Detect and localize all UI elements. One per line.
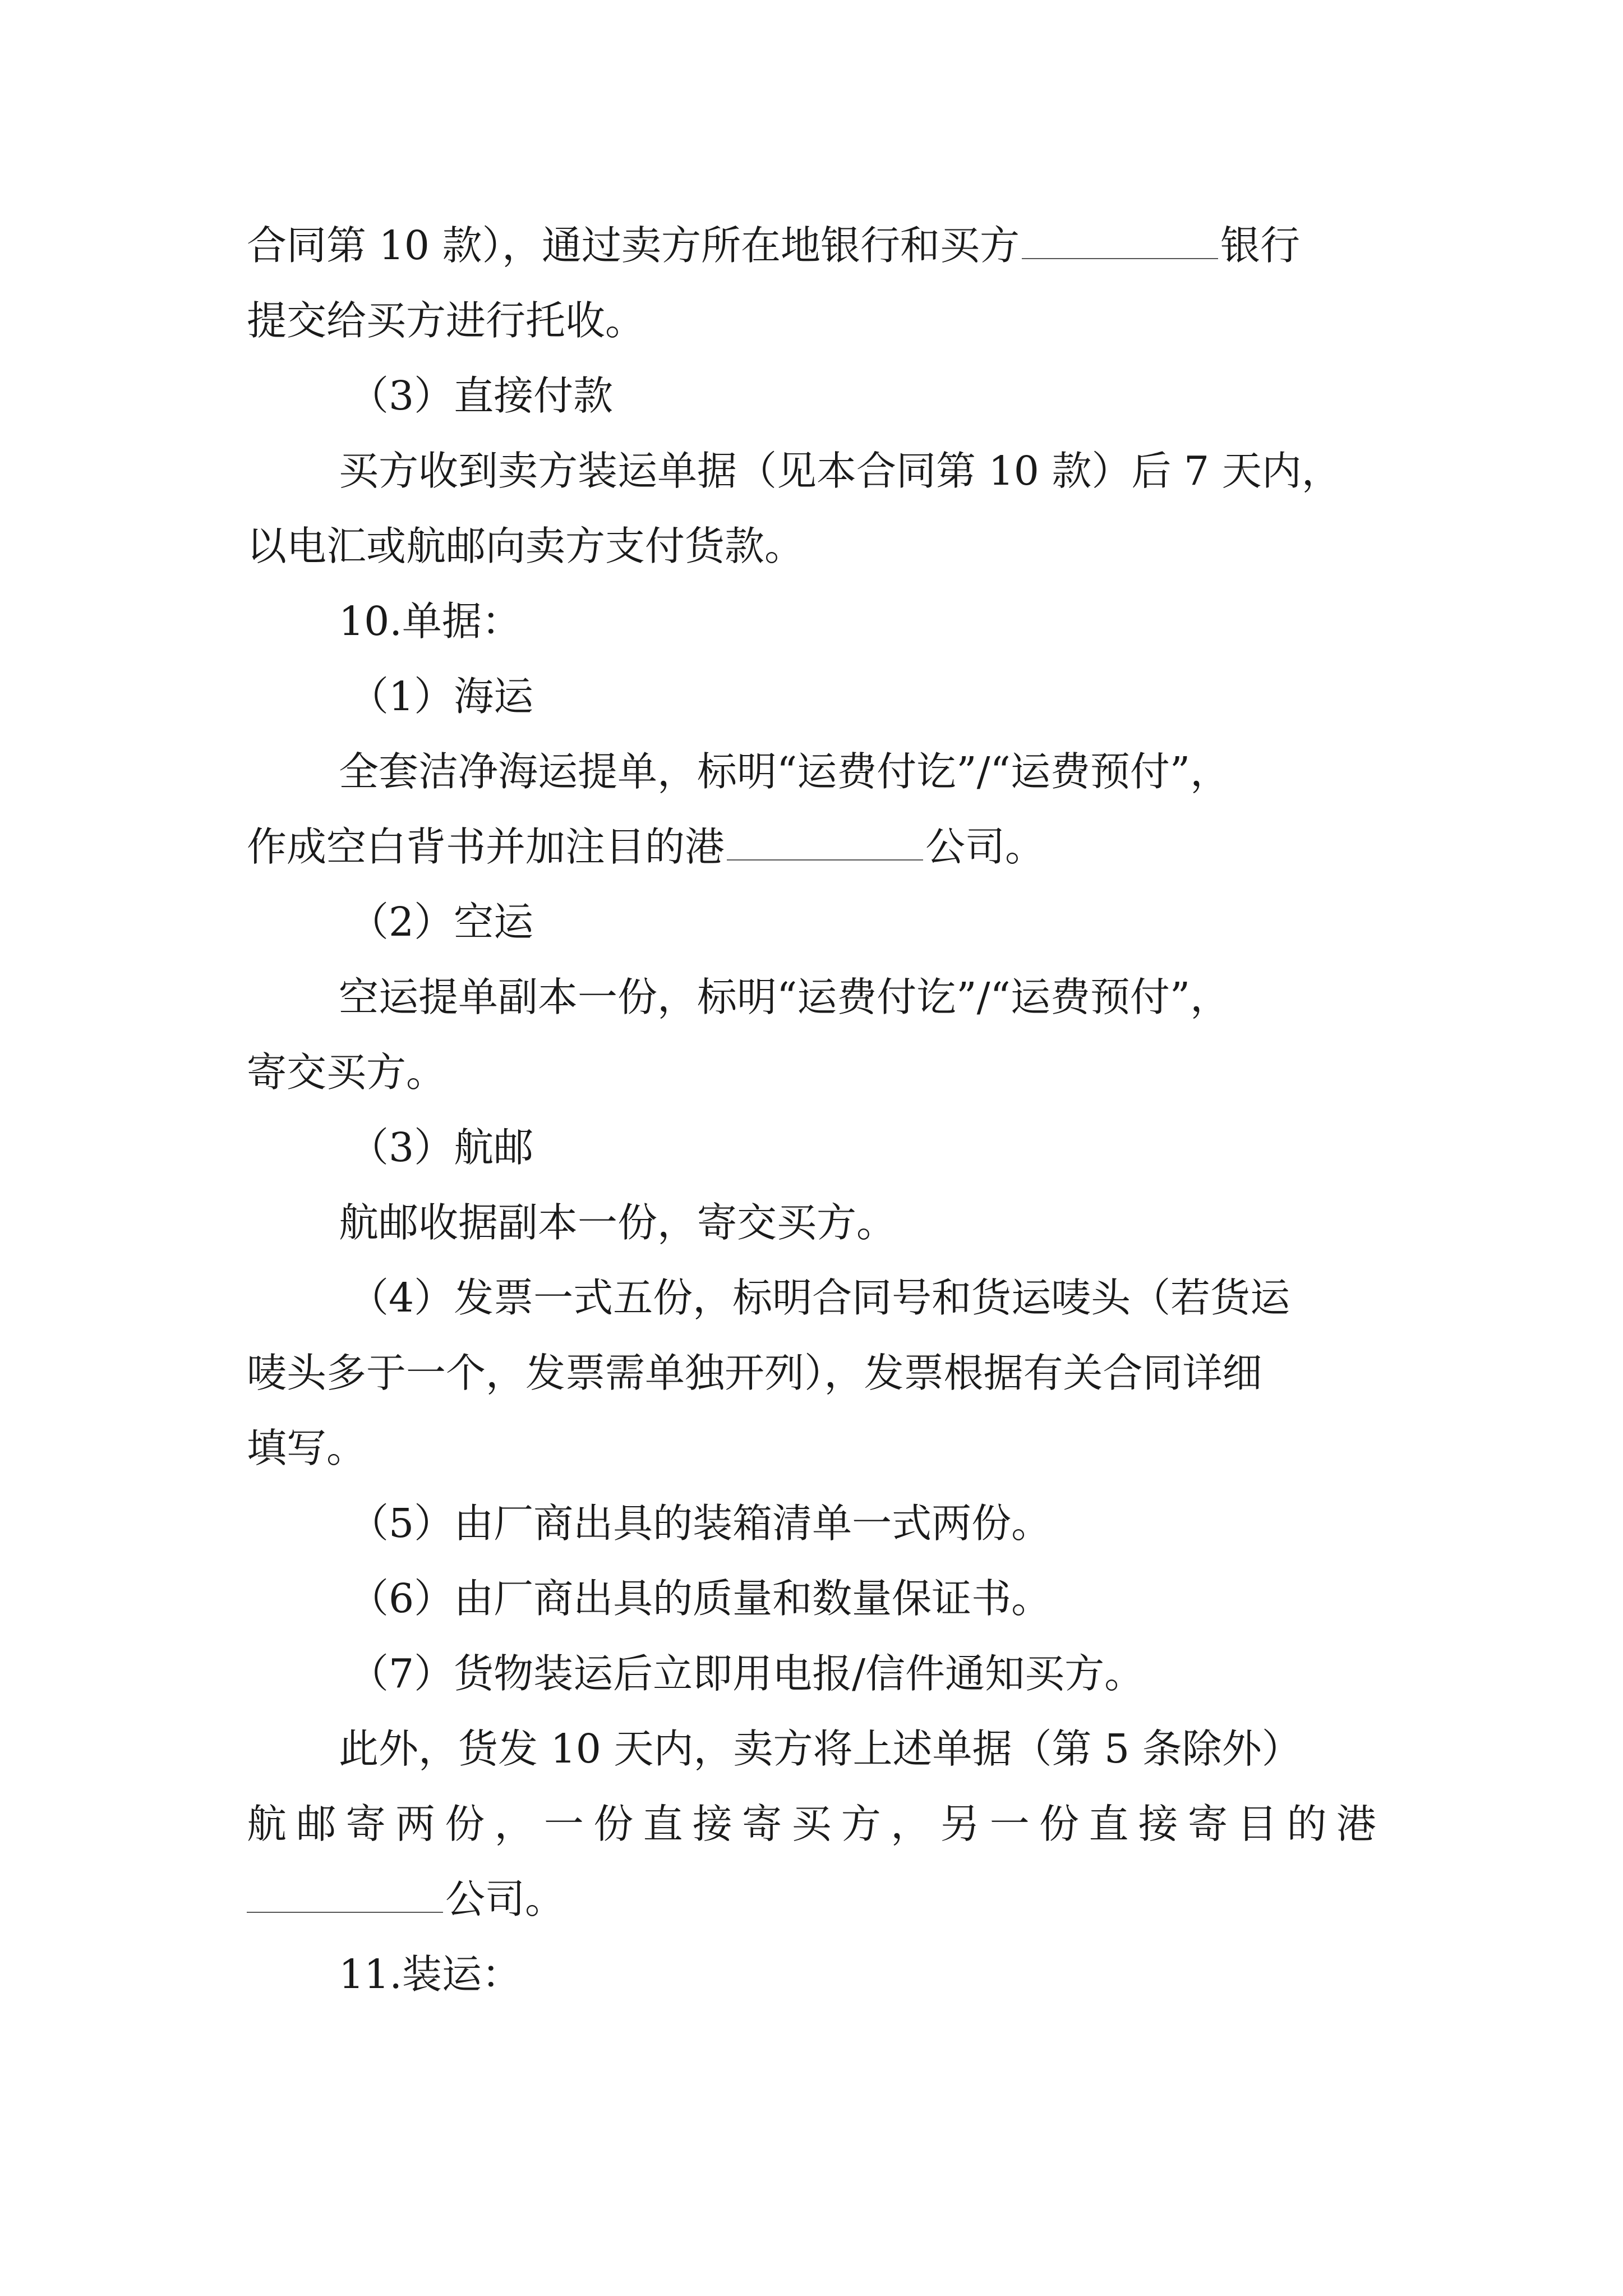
char: 买 <box>791 1801 832 1847</box>
paragraph-line <box>247 1871 565 1927</box>
paragraph-line: 此外，货发 10 天内，卖方将上述单据（第 5 条除外） <box>339 1726 1302 1772</box>
char: 寄 <box>345 1801 386 1847</box>
char: 方 <box>841 1801 881 1847</box>
char: 的 <box>1287 1801 1327 1847</box>
char: 接 <box>692 1801 732 1847</box>
char: 另 <box>940 1801 980 1847</box>
paragraph-line: （4）发票一式五份，标明合同号和货运唛头（若货运 <box>349 1274 1290 1321</box>
subheading-air: （2）空运 <box>349 899 534 945</box>
subheading-airmail: （3）航邮 <box>349 1124 534 1171</box>
char: 一 <box>543 1801 584 1847</box>
paragraph-line <box>247 218 1300 274</box>
paragraph-line: 填写。 <box>247 1425 367 1471</box>
text: 公司。 <box>925 823 1045 870</box>
fill-blank <box>247 1872 443 1913</box>
char: 一 <box>989 1801 1030 1847</box>
char: ， <box>494 1801 534 1847</box>
fill-blank <box>1022 219 1218 259</box>
list-item: （5）由厂商出具的装箱清单一式两份。 <box>349 1500 1052 1547</box>
paragraph-line: 买方收到卖方装运单据（见本合同第 10 款）后 7 天内， <box>339 448 1341 494</box>
paragraph-line: 全套洁净海运提单，标明“运费付讫”/“运费预付”， <box>339 748 1230 795</box>
char: 直 <box>643 1801 683 1847</box>
char: ， <box>891 1801 931 1847</box>
paragraph-line: 寄交买方。 <box>247 1049 446 1096</box>
char: 航 <box>247 1801 287 1847</box>
char: 份 <box>1039 1801 1080 1847</box>
char: 邮 <box>296 1801 336 1847</box>
char: 份 <box>445 1801 485 1847</box>
char: 目 <box>1237 1801 1278 1847</box>
section-heading-documents: 10.单据： <box>339 598 522 645</box>
text: 合同第 10 款），通过卖方所在地银行和买方 <box>247 222 1020 269</box>
paragraph-line: 提交给买方进行托收。 <box>247 297 645 344</box>
paragraph-line: 唛头多于一个，发票需单独开列），发票根据有关合同详细 <box>247 1350 1262 1396</box>
char: 寄 <box>742 1801 782 1847</box>
paragraph-line: 以电汇或航邮向卖方支付货款。 <box>247 523 805 569</box>
char: 寄 <box>1187 1801 1228 1847</box>
subheading-sea: （1）海运 <box>349 673 534 720</box>
list-item: （6）由厂商出具的质量和数量保证书。 <box>349 1575 1052 1622</box>
char: 港 <box>1336 1801 1376 1847</box>
paragraph-line-justified <box>247 1796 1376 1852</box>
text: 作成空白背书并加注目的港 <box>247 823 725 870</box>
paragraph-line: 空运提单副本一份，标明“运费付讫”/“运费预付”， <box>339 974 1230 1020</box>
char: 接 <box>1138 1801 1178 1847</box>
subheading-direct-payment: （3）直接付款 <box>349 372 614 419</box>
list-item: （7）货物装运后立即用电报/信件通知买方。 <box>349 1650 1145 1697</box>
char: 两 <box>395 1801 435 1847</box>
char: 份 <box>593 1801 634 1847</box>
paragraph-line: 航邮收据副本一份，寄交买方。 <box>339 1199 897 1246</box>
char: 直 <box>1089 1801 1129 1847</box>
text: 公司。 <box>445 1876 565 1922</box>
fill-blank <box>727 820 923 861</box>
text: 银行 <box>1220 222 1300 269</box>
section-heading-shipment: 11.装运： <box>339 1951 522 1998</box>
paragraph-line <box>247 819 1045 875</box>
